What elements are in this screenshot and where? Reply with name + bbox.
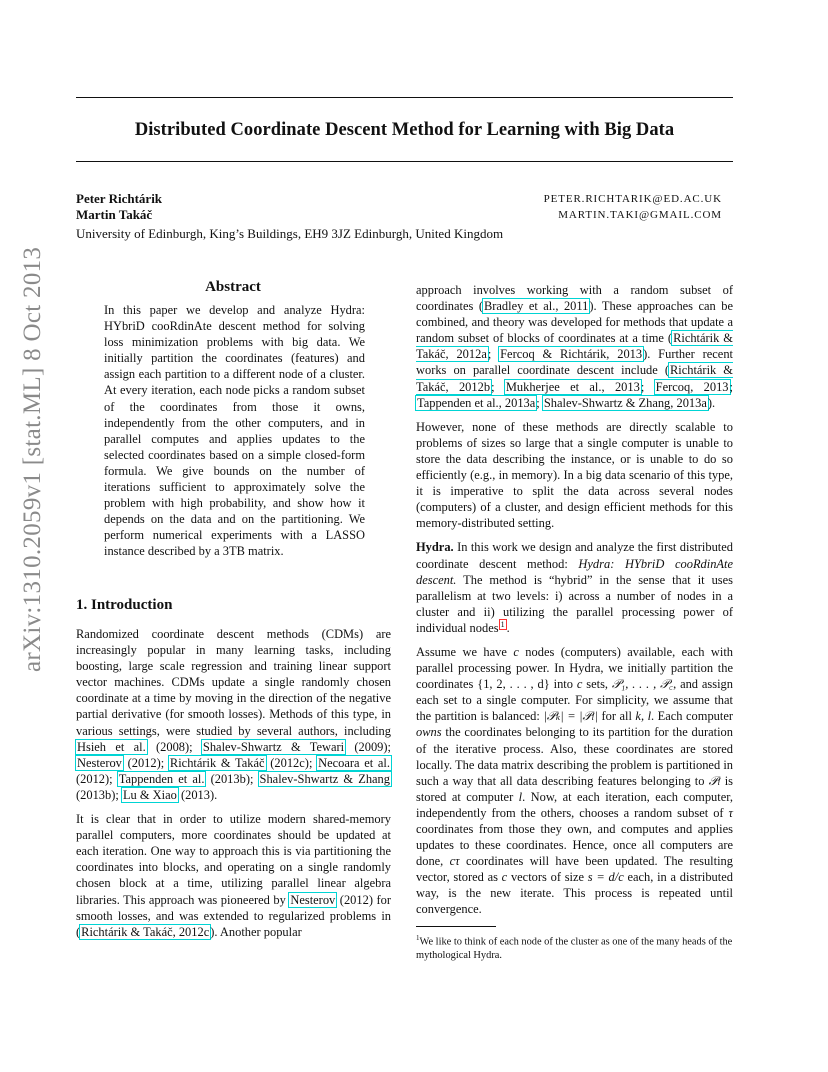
footnote-mark: 1 [416,934,420,942]
math: |𝒫ₖ| = |𝒫ₗ| [543,709,598,724]
right-column-body [416,282,733,926]
text: ). Another popular [210,924,302,939]
math: 𝒫₁, . . . , 𝒫꜀ [611,677,674,692]
text: ). [707,395,716,410]
author-name-2: Martin Takáč [76,207,153,222]
math: 𝒫ₗ [708,773,721,788]
text: (2013). [177,787,218,802]
text: ). These approaches can be combined, and theory was developed for methods that update a random subset of blocks of coordinates at a time ( [416,299,733,346]
math: c [501,870,508,885]
text: The method is “hybrid” in the sense that it uses parallelism at two levels: i) across a number of nodes in a cluster and ii) utilizing the parallel processing power of individual nodes [416,572,733,635]
citation-link[interactable]: Mukherjee et al., 2013 [505,379,640,394]
author-name-1: Peter Richtárik [76,191,163,206]
text: (2009); [345,739,391,754]
math: τ [728,805,733,820]
text: (2012); [122,755,169,770]
emphasis: owns [416,725,442,740]
title-bottom-rule [76,161,733,162]
author-email-1[interactable]: PETER.RICHTARIK@ED.AC.UK [543,193,722,205]
text: . Now, at each iteration, each computer, independently from the others, chooses a random subset of [416,789,733,820]
paragraph-lead-hydra: Hydra. [416,540,454,555]
citation-link[interactable]: Shalev-Shwartz & Zhang [259,771,390,786]
right-paragraph-4 [416,644,733,918]
text: ; [491,379,505,394]
text: the coordinates belonging to its partition for the duration of the iterative process. Also, these coordinates are stored locally. The data matrix describing the problem is partitioned in such a way that all data describing features belonging to [416,725,733,788]
text: (2013b); [76,787,122,802]
citation-link[interactable]: Shalev-Shwartz & Zhang, 2013a [543,395,707,410]
citation-link[interactable]: Nesterov [290,892,336,907]
text: is stored at computer [416,773,733,804]
footnote-text: We like to think of each node of the cluster as one of the many heads of the mythological Hydra. [416,936,733,962]
citation-link[interactable]: Nesterov [77,755,122,770]
text: . Each computer [651,709,733,724]
method-name: Hydra: HYbriD cooRdinAte descent. [416,556,734,587]
text: ; [640,379,655,394]
citation-link[interactable]: Hsieh et al. [77,739,146,754]
math: l [518,789,523,804]
citation-link[interactable]: Tappenden et al., 2013a [417,395,536,410]
math: c [513,644,519,659]
citation-link[interactable]: Tappenden et al. [118,771,205,786]
math: k, l [635,709,652,724]
citation-link[interactable]: Bradley et al., 2011 [483,299,589,314]
right-paragraph-1 [416,282,733,411]
abstract-body [104,302,365,568]
footnote [416,931,733,963]
text: , and assign each set to a single computer. For simplicity, we assume that the partition is balanced: [416,677,733,724]
arxiv-stamp [19,246,51,672]
intro-paragraph-1 [76,626,391,803]
text: each, in a distributed way, is the new iterate. This process is repeated until convergence. [416,870,733,917]
text: (2012) for smooth losses, and was extended to regularized problems in ( [76,892,391,939]
right-paragraph-2: However, none of these methods are directly scalable to problems of sizes so large that a single computer is unable to store the data describing the instance, or is unable to do so efficiently (e.g., in memory). In a big data scenario of this type, it is imperative to split the data across several nodes (computers) of a cluster, and design efficient methods for this memory-distributed setting. [416,419,733,531]
text: ). Further recent works on parallel coordinate descent include ( [416,347,734,378]
citation-link[interactable]: Richtárik & Takáč, 2012c [81,924,210,939]
citation-link[interactable]: Richtárik & Takáč [169,755,265,770]
text: into [549,677,577,692]
citation-link[interactable]: Shalev-Shwartz & Tewari [202,739,345,754]
text: Randomized coordinate descent methods (CDMs) are increasingly popular in many learning tasks, including boosting, large scale regression and training linear support vector machines. CDMs update a single randomly chosen coordinate at a time by moving in the direction of the negative partial derivative (for smooth losses). Methods of this type, in various settings, were studied by several authors, including [76,627,391,738]
text: (2013b); [205,771,259,786]
text: approach involves working with a random subset of coordinates ( [416,283,733,314]
author-email-2[interactable]: MARTIN.TAKI@GMAIL.COM [558,209,722,221]
math: s = d/c [587,870,624,885]
text: coordinates will have been updated. The resulting vector, stored as [416,854,733,885]
text: (2008); [146,739,202,754]
text: It is clear that in order to utilize modern shared-memory parallel computers, more coordinates should be updated at each iteration. One way to approach this is via partitioning the coordinates into blocks, and operating on a single randomly chosen block at a time, utilizing parallel linear algebra libraries. This approach was pioneered by [76,812,391,907]
text: sets, [582,677,612,692]
introduction-body [76,626,391,948]
text: for all [597,709,636,724]
text: . [506,620,510,635]
right-paragraph-hydra [416,539,733,636]
citation-link[interactable]: Richtárik & Takáč, 2012a [416,331,733,362]
affiliation: University of Edinburgh, King’s Buildings, EH9 3JZ Edinburgh, United Kingdom [76,226,504,241]
citation-link[interactable]: Necoara et al. [318,755,390,770]
text: (2012); [76,771,118,786]
text: vectors of size [507,870,588,885]
intro-paragraph-2 [76,811,391,940]
math: cτ [449,854,460,869]
citation-link[interactable]: Richtárik & Takáč, 2012b [416,363,733,394]
paper-title: Distributed Coordinate Descent Method for Learning with Big Data [134,120,675,140]
text: coordinates from those they own, and computes and applies updates to these coordinates. Hence, once all computers are done, [416,822,733,869]
text: nodes (computers) available, each with parallel processing power. In Hydra, we initially partition the coordinates [416,644,733,692]
abstract-heading: Abstract [205,279,261,295]
top-rule [76,97,733,98]
citation-link[interactable]: Fercoq & Richtárik, 2013 [500,347,643,362]
math: c [576,677,583,692]
citation-link[interactable]: Fercoq, 2013 [655,379,729,394]
footnote-link[interactable]: 1 [500,619,505,629]
arxiv-stamp-text: arXiv:1310.2059v1 [stat.ML] 8 Oct 2013 [19,246,46,672]
footnote-rule [416,926,496,927]
math: {1, 2, . . . , d} [477,677,550,692]
text: ; [729,379,733,394]
text: Assume we have [416,644,514,659]
text: ; [487,347,500,362]
text: (2012c); [265,755,318,770]
abstract-text: In this paper we develop and analyze Hydra: HYbriD cooRdinAte descent method for solving loss minimization problems with big data. We initially partition the coordinates (features) and assign each partition to a different node of a cluster. At every iteration, each node picks a random subset of the coordinates from those it owns, independently from the other computers, and in parallel computes and applies updates to the selected coordinates based on a simple closed-form formula. We give bounds on the number of iterations sufficient to approximately solve the problem with high probability, and show how it depends on the data and on the partitioning. We perform numerical experiments with a LASSO instance described by a 3TB matrix. [104,303,365,559]
text: ; [536,395,543,410]
citation-link[interactable]: Lu & Xiao [122,787,177,802]
section-heading-introduction: 1. Introduction [76,597,173,613]
text: In this work we design and analyze the first distributed coordinate descent method: [416,540,733,571]
